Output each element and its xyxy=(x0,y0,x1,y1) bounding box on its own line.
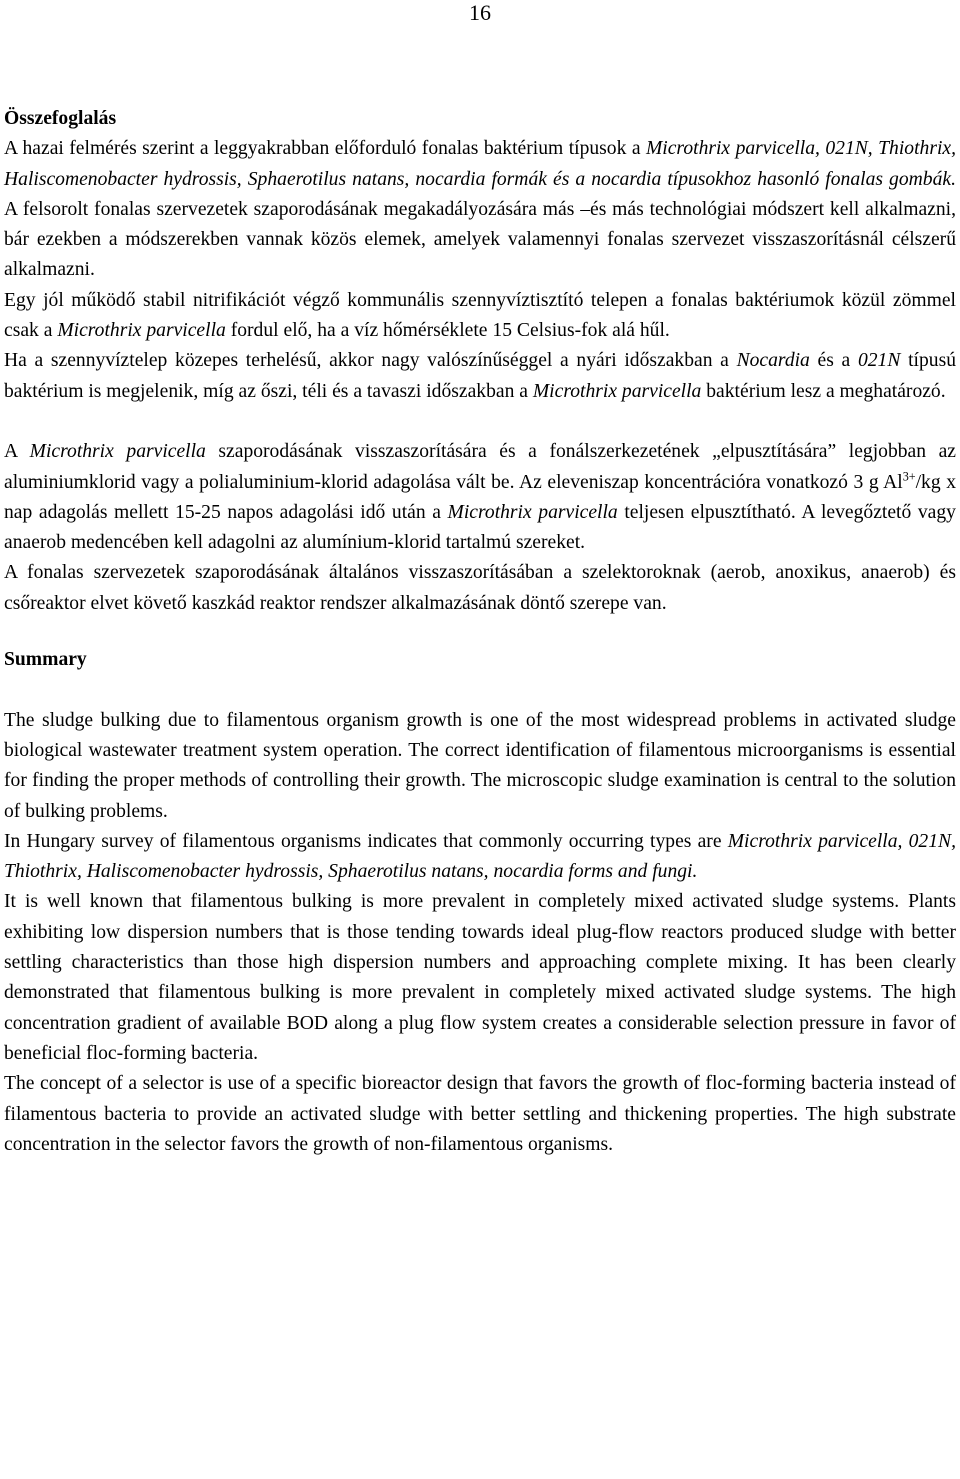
hu-p4-species-2: Microthrix parvicella xyxy=(447,501,618,523)
hu-p1-species-list: Microthrix parvicella, 021N, Thiothrix, Haliscomenobacter hydrossis, Sphaerotilus natans, nocardia formák és a nocardia típusokhoz hasonló fonalas gombák. xyxy=(4,138,956,190)
hungarian-paragraph-4 xyxy=(4,437,956,558)
hu-p2-species: Microthrix parvicella xyxy=(57,320,226,342)
hu-p4-text-c: szaporodásának visszaszorítására és a fonálszerkezetének „elpusztítására” legjobban az aluminiumklorid vagy a polialuminium-klorid adagolása vált be. Az eleveniszap koncentrációra vonatkozó 3 g Al xyxy=(4,441,957,493)
en-p2-text-a: In Hungary survey of filamentous organisms indicates that commonly occurring types are xyxy=(4,830,728,852)
document-body xyxy=(4,104,956,1160)
hungarian-paragraph-1 xyxy=(4,134,956,285)
page-number: 16 xyxy=(469,0,491,25)
hungarian-heading: Összefoglalás xyxy=(4,108,117,129)
english-paragraph-1: The sludge bulking due to filamentous organism growth is one of the most widespread problems in activated sludge biological wastewater treatment system operation. The correct identification of filamentous microorganisms is essential for finding the proper methods of controlling their growth. The microscopic sludge examination is central to the solution of bulking problems. xyxy=(4,709,956,822)
hu-p2-text-c: fordul elő, ha a víz hőmérséklete 15 Celsius-fok alá hűl. xyxy=(225,320,670,342)
hu-p3-species-microthrix: Microthrix parvicella xyxy=(532,380,702,402)
hu-p4-text-a: A xyxy=(4,441,30,463)
hu-p1-text-c: A felsorolt fonalas szervezetek szaporodásának megakadályozására más –és más technológiai módszert kell alkalmazni, bár ezekben a módszerekben vannak közös elemek, amelyek valamennyi fonalas szervezet visszaszorításnál célszerű alkalmazni. xyxy=(4,198,956,281)
hu-p3-text-a: Ha a szennyvíztelep közepes terhelésű, akkor nagy valószínűséggel a nyári időszakban a xyxy=(4,350,737,372)
hu-p4-superscript: 3+ xyxy=(902,469,916,484)
hungarian-paragraph-3 xyxy=(4,346,956,407)
hu-p1-text-a: A hazai felmérés szerint a leggyakrabban előforduló fonalas baktérium típusok a xyxy=(4,138,646,160)
en-p2-species-list: Microthrix parvicella, 021N, Thiothrix, Haliscomenobacter hydrossis, Sphaerotilus natans, nocardia forms and fungi. xyxy=(4,830,956,883)
english-heading: Summary xyxy=(4,649,87,671)
hu-p3-species-nocardia: Nocardia xyxy=(736,350,810,372)
hungarian-paragraph-2 xyxy=(4,286,956,347)
hu-p4-text-d: /kg x nap adagolás mellett 15-25 napos adagolási idő után a xyxy=(4,471,956,523)
hu-p3-text-c: és a xyxy=(809,350,858,372)
hu-p3-text-e: típusú baktérium is megjelenik, míg az őszi, téli és a tavaszi időszakban a xyxy=(4,350,956,402)
english-paragraph-4: The concept of a selector is use of a specific bioreactor design that favors the growth of floc-forming bacteria instead of filamentous bacteria to provide an activated sludge with better settling and thickening properties. The high substrate concentration in the selector favors the growth of non-filamentous organisms. xyxy=(4,1073,956,1155)
english-paragraph-2 xyxy=(4,827,956,888)
hu-p4-text-f: teljesen elpusztítható. A levegőztető vagy anaerob medencében kell adagolni az alumínium-klorid tartalmú szereket. xyxy=(4,501,956,554)
english-paragraph-3: It is well known that filamentous bulking is more prevalent in completely mixed activated sludge systems. Plants exhibiting low dispersion numbers that is those tending towards ideal plug-flow reactors produced sludge with better settling characteristics than those high dispersion numbers and approaching complete mixing. It has been clearly demonstrated that filamentous bulking is more prevalent in completely mixed activated sludge systems. The high concentration gradient of available BOD along a plug flow system creates a considerable selection pressure in favor of beneficial floc-forming bacteria. xyxy=(4,891,956,1064)
hu-p4-species-1: Microthrix parvicella xyxy=(29,441,206,463)
hu-p2-text-a: Egy jól működő stabil nitrifikációt végző kommunális szennyvíztisztító telepen a fonalas baktériumok közül zömmel csak a xyxy=(4,289,956,342)
hu-p3-species-021n: 021N xyxy=(857,350,901,372)
hu-p3-text-g: baktérium lesz a meghatározó. xyxy=(701,380,946,402)
hungarian-paragraph-5: A fonalas szervezetek szaporodásának általános visszaszorításában a szelektoroknak (aerob, anoxikus, anaerob) és csőreaktor elvet követő kaszkád reaktor rendszer alkalmazásának döntő szerepe van. xyxy=(4,562,956,614)
